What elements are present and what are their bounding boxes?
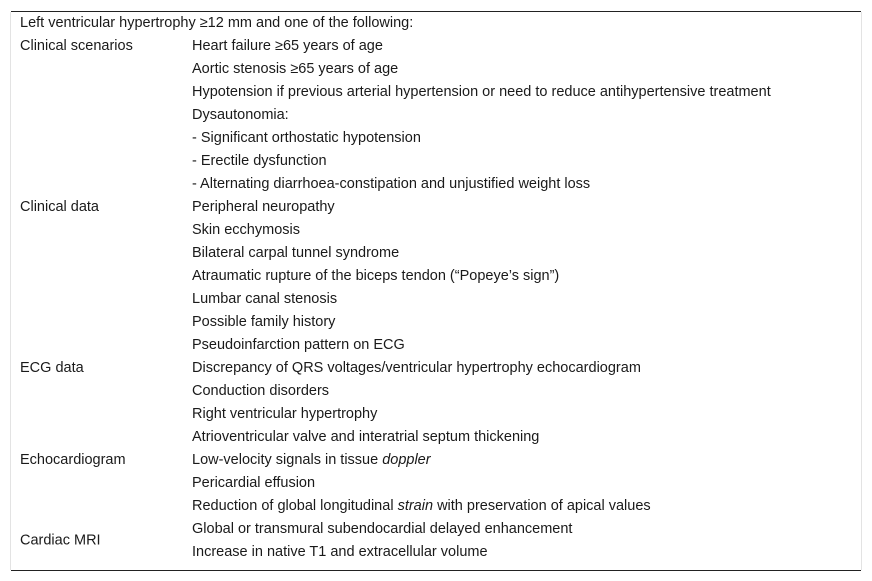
italic-text: strain bbox=[397, 498, 434, 514]
item-text: Pericardial effusion bbox=[192, 475, 316, 491]
criteria-list bbox=[192, 196, 861, 357]
category-label: Clinical scenarios bbox=[20, 38, 133, 54]
italic-text: doppler bbox=[382, 452, 431, 468]
criteria-item bbox=[192, 242, 861, 265]
criteria-item bbox=[192, 334, 861, 357]
criteria-item bbox=[192, 58, 861, 81]
item-text: Possible family history bbox=[192, 314, 336, 330]
criteria-item bbox=[192, 265, 861, 288]
item-text: with preservation of apical values bbox=[433, 498, 651, 514]
criteria-item bbox=[192, 219, 861, 242]
criteria-item bbox=[192, 426, 861, 449]
criteria-list bbox=[192, 449, 861, 518]
table-header: Left ventricular hypertrophy ≥12 mm and one of the following: bbox=[20, 15, 414, 31]
table-right-rule bbox=[861, 12, 862, 570]
criteria-item bbox=[192, 357, 861, 380]
category-label: Echocardiogram bbox=[20, 452, 126, 468]
criteria-list bbox=[192, 35, 861, 196]
criteria-item bbox=[192, 150, 861, 173]
item-text: Lumbar canal stenosis bbox=[192, 291, 338, 307]
item-text: Atrioventricular valve and interatrial septum thickening bbox=[192, 429, 540, 445]
criteria-item bbox=[192, 196, 861, 219]
item-text: Skin ecchymosis bbox=[192, 222, 300, 238]
criteria-item bbox=[192, 495, 861, 518]
item-text: Increase in native T1 and extracellular volume bbox=[192, 544, 488, 560]
criteria-table bbox=[11, 11, 861, 571]
table-body bbox=[11, 35, 861, 564]
criteria-item bbox=[192, 472, 861, 495]
category-label: ECG data bbox=[20, 360, 84, 376]
item-text: Atraumatic rupture of the biceps tendon (“Popeye’s sign”) bbox=[192, 268, 560, 284]
item-text: Discrepancy of QRS voltages/ventricular hypertrophy echocardiogram bbox=[192, 360, 641, 376]
item-text: - Significant orthostatic hypotension bbox=[192, 130, 421, 146]
table-section bbox=[11, 35, 861, 196]
item-text: - Erectile dysfunction bbox=[192, 153, 327, 169]
item-text: Hypotension if previous arterial hypertension or need to reduce antihypertensive treatment bbox=[192, 84, 771, 100]
category-label: Cardiac MRI bbox=[20, 532, 101, 549]
criteria-list bbox=[192, 518, 861, 564]
item-text: Conduction disorders bbox=[192, 383, 330, 399]
criteria-list bbox=[192, 357, 861, 449]
criteria-item bbox=[192, 104, 861, 127]
category-label: Clinical data bbox=[20, 199, 99, 215]
table-section bbox=[11, 449, 861, 518]
criteria-item bbox=[192, 380, 861, 403]
item-text: Reduction of global longitudinal bbox=[192, 498, 398, 514]
item-text: Dysautonomia: bbox=[192, 107, 289, 123]
item-text: Bilateral carpal tunnel syndrome bbox=[192, 245, 400, 261]
criteria-item bbox=[192, 81, 861, 104]
criteria-item bbox=[192, 35, 861, 58]
criteria-item bbox=[192, 173, 861, 196]
item-text: Right ventricular hypertrophy bbox=[192, 406, 378, 422]
criteria-item bbox=[192, 311, 861, 334]
item-text: Peripheral neuropathy bbox=[192, 199, 335, 215]
item-text: Global or transmural subendocardial delayed enhancement bbox=[192, 521, 573, 537]
item-text: Aortic stenosis ≥65 years of age bbox=[192, 61, 399, 77]
criteria-item bbox=[192, 288, 861, 311]
item-text: - Alternating diarrhoea-constipation and unjustified weight loss bbox=[192, 176, 591, 192]
item-text: Low-velocity signals in tissue bbox=[192, 452, 383, 468]
table-bottom-padding bbox=[11, 564, 861, 570]
table-section bbox=[11, 518, 861, 564]
criteria-item bbox=[192, 518, 861, 541]
criteria-item bbox=[192, 541, 861, 564]
criteria-item bbox=[192, 403, 861, 426]
item-text: Pseudoinfarction pattern on ECG bbox=[192, 337, 405, 353]
criteria-item bbox=[192, 127, 861, 150]
criteria-item bbox=[192, 449, 861, 472]
item-text: Heart failure ≥65 years of age bbox=[192, 38, 383, 54]
table-section bbox=[11, 196, 861, 357]
table-section bbox=[11, 357, 861, 449]
